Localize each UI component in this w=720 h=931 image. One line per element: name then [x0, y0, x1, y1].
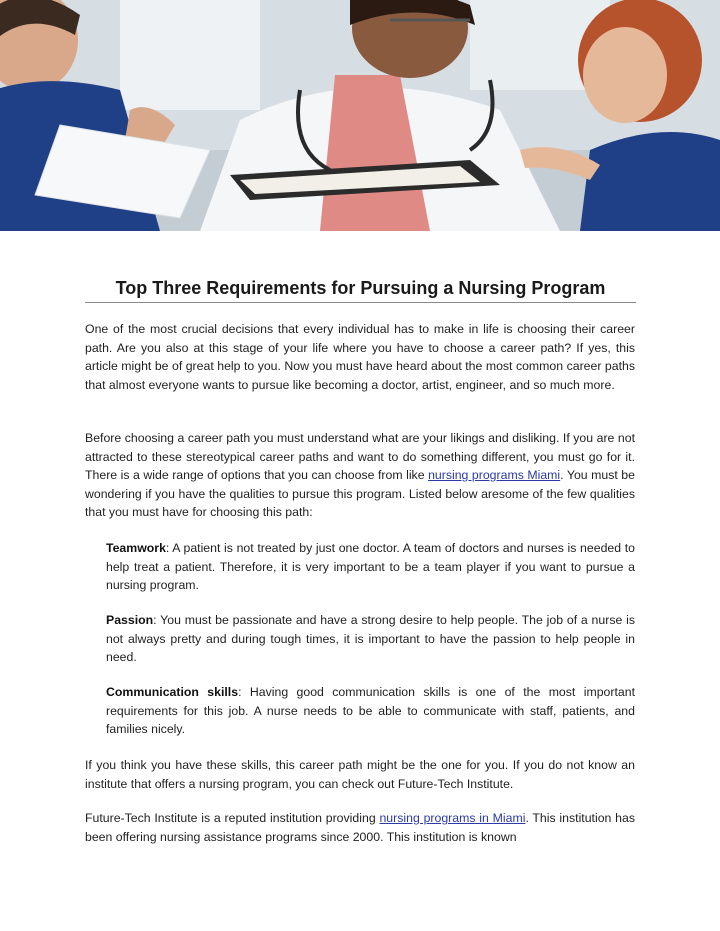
quality-text: : You must be passionate and have a strong desire to help people. The job of a nurse is not always pretty and during tough times, it is important to have the passion to help people in need.: [106, 613, 635, 665]
quality-passion: [106, 611, 635, 667]
quality-label: Passion: [106, 613, 154, 627]
paragraph-text: . You must be wondering if you have the qualities to pursue this program. Listed below aresome of the few qualities that you must have for choosing this path:: [85, 468, 635, 520]
nursing-programs-miami-link[interactable]: nursing programs Miami: [428, 468, 561, 483]
quality-communication: [106, 683, 635, 739]
nursing-team-photo: [0, 0, 720, 231]
paragraph-skills: If you think you have these skills, this career path might be the one for you. If you do not know an institute that offers a nursing program, you can check out Future-Tech Institute.: [85, 758, 635, 791]
quality-label: Communication skills: [106, 685, 239, 699]
quality-label: Teamwork: [106, 541, 166, 555]
nursing-programs-in-miami-link[interactable]: nursing programs in Miami: [379, 811, 526, 825]
title-underline: [85, 302, 636, 303]
quality-text: : A patient is not treated by just one doctor. A team of doctors and nurses is needed to help treat a patient. Therefore, it is very important to be a team player if you want to pursue a nursing program.: [106, 541, 635, 593]
paragraph-text: Future-Tech Institute is a reputed institution providing: [85, 811, 380, 825]
paragraph-institute: [85, 809, 635, 846]
paragraph-text: Before choosing a career path you must understand what are your likings and disliking. If you are not attracted to these stereotypical career paths and want to do something different, you must go for it. There is a wide range of options that you can choose from like: [85, 431, 635, 483]
paragraph-intro: One of the most crucial decisions that every individual has to make in life is choosing their career path. Are you also at this stage of your life where you have to choose a career path? If yes, this article might be of great help to you. Now you must have heard about the most common career paths that almost everyone wants to pursue like becoming a doctor, artist, engineer, and so much more.: [85, 322, 635, 392]
quality-teamwork: [106, 539, 635, 595]
paragraph-text: . This institution has been offering nursing assistance programs since 2000. This institution is known: [85, 811, 635, 844]
page-title: Top Three Requirements for Pursuing a Nursing Program: [115, 278, 606, 298]
hero-image: [0, 0, 720, 231]
paragraph-career-path: [85, 429, 635, 522]
quality-text: : Having good communication skills is one of the most important requirements for this job. A nurse needs to be able to communicate with staff, patients, and families nicely.: [106, 685, 635, 737]
